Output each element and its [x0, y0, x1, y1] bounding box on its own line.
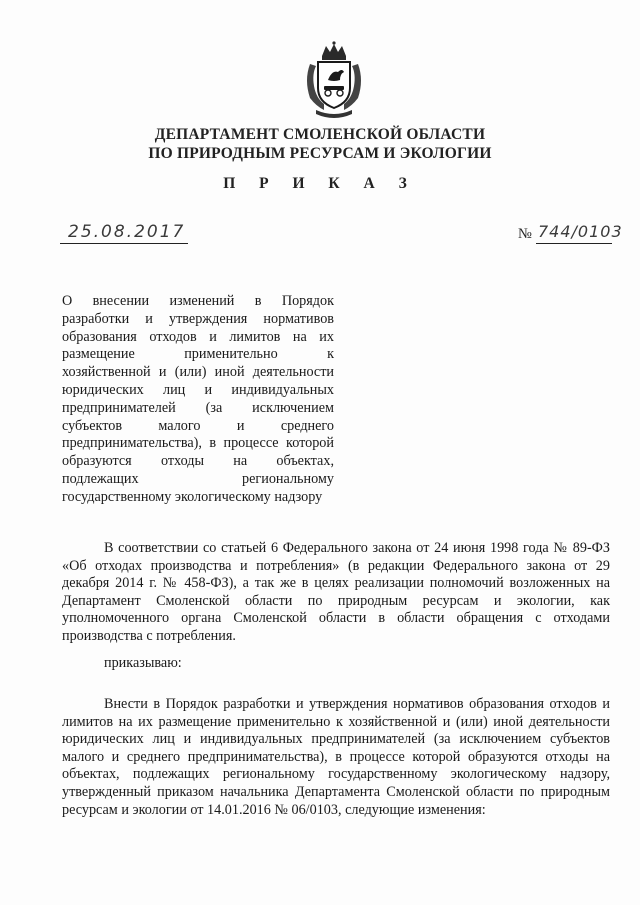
coat-of-arms-icon [302, 40, 366, 120]
order-paragraph: Внести в Порядок разработки и утверждения нормативов образования отходов и лимитов на их размещение применительно к хозяйственной и (или) иной деятельности юридических лиц и индивидуальных предпринимателей (за исключением субъектов малого и среднего предпринимательства), в процессе которой образуются отходы на объектах, подлежащих региональному государственному экологическому надзору, утвержденный приказом начальника Департамента Смоленской области по природным ресурсам и экологии от 14.01.2016 № 06/0103, следующие изменения: [62, 696, 610, 818]
order-date: 25.08.2017 [68, 222, 186, 242]
department-name-line2: ПО ПРИРОДНЫМ РЕСУРСАМ И ЭКОЛОГИИ [148, 145, 492, 162]
order-number-label: № [518, 226, 532, 242]
preamble-paragraph: В соответствии со статьей 6 Федерального закона от 24 июня 1998 года № 89-ФЗ «Об отходах производства и потребления» (в редакции Федерального закона от 29 декабря 2014 г. № 458-ФЗ), а так же в целях реализации полномочий возложенных на Департамент Смоленской области по природным ресурсам и экологии, как уполномоченного органа Смоленской области в области обращения с отходами производства с потребления. [62, 540, 610, 644]
date-underline [60, 243, 188, 244]
order-subject: О внесении изменений в Порядок разработки и утверждения нормативов образования отходов и лимитов на их размещение применительно к хозяйственной и (или) иной деятельности юридических лиц и индивидуальных предпринимателей (за исключением субъектов малого и среднего предпринимательства), в процессе которой образуются отходы на объектах, подлежащих региональному государственному экологическому надзору [62, 293, 334, 505]
number-underline [536, 243, 612, 244]
order-number: 744/0103 [538, 222, 623, 241]
order-keyword: приказываю: [104, 655, 182, 671]
document-type-title: П Р И К А З [223, 175, 417, 192]
department-name-line1: ДЕПАРТАМЕНТ СМОЛЕНСКОЙ ОБЛАСТИ [154, 126, 486, 143]
